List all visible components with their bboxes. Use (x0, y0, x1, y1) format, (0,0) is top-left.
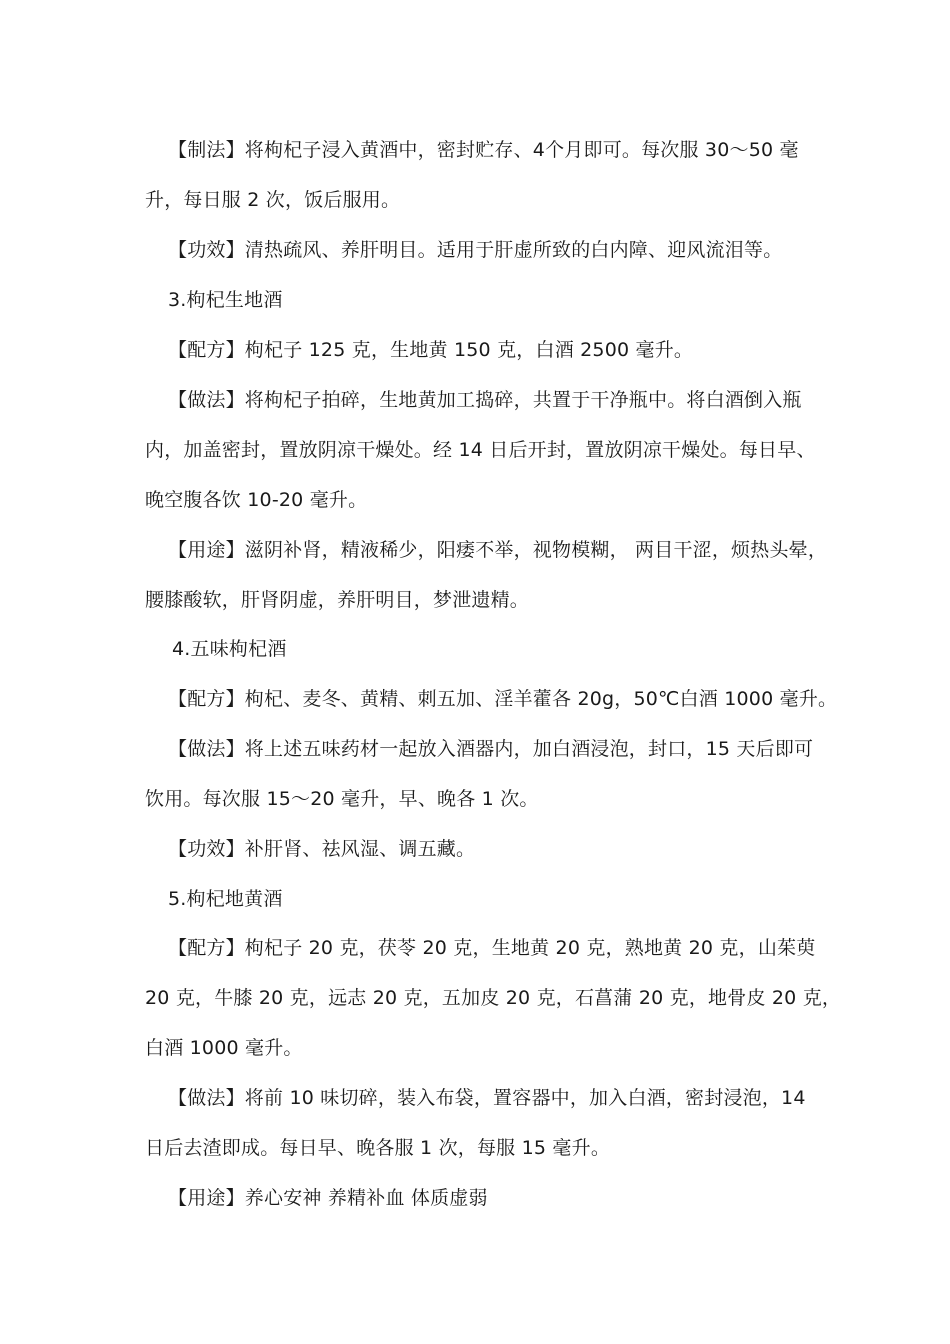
text-line: 【配方】枸杞子 125 克，生地黄 150 克，白酒 2500 毫升。 (168, 339, 694, 361)
text-line: 饮用。每次服 15～20 毫升，早、晚各 1 次。 (145, 788, 539, 810)
text-line: 升，每日服 2 次，饭后服用。 (145, 189, 401, 211)
section-heading: 3.枸杞生地酒 (168, 289, 283, 311)
section-heading: 4.五味枸杞酒 (172, 638, 287, 660)
text-line: 【做法】将上述五味药材一起放入酒器内，加白酒浸泡，封口，15 天后即可 (168, 738, 814, 760)
text-line: 【功效】清热疏风、养肝明目。适用于肝虚所致的白内障、迎风流泪等。 (168, 239, 783, 261)
text-line: 腰膝酸软，肝肾阴虚，养肝明目，梦泄遗精。 (145, 589, 530, 611)
text-line: 【配方】枸杞子 20 克，茯苓 20 克，生地黄 20 克，熟地黄 20 克，山茱萸 (168, 937, 816, 959)
text-line: 日后去渣即成。每日早、晚各服 1 次，每服 15 毫升。 (145, 1137, 611, 1159)
text-line: 白酒 1000 毫升。 (145, 1037, 303, 1059)
text-line: 晚空腹各饮 10-20 毫升。 (145, 489, 368, 511)
text-line: 【功效】补肝肾、祛风湿、调五藏。 (168, 838, 476, 860)
section-heading: 5.枸杞地黄酒 (168, 888, 283, 910)
text-line: 【制法】将枸杞子浸入黄酒中，密封贮存、4个月即可。每次服 30～50 毫 (168, 139, 799, 161)
text-line: 【配方】枸杞、麦冬、黄精、刺五加、淫羊藿各 20g，50℃白酒 1000 毫升。 (168, 688, 838, 710)
text-line: 20 克，牛膝 20 克，远志 20 克，五加皮 20 克，石菖蒲 20 克，地骨皮 20 克， (145, 987, 842, 1009)
text-line: 内，加盖密封，置放阴凉干燥处。经 14 日后开封，置放阴凉干燥处。每日早、 (145, 439, 816, 461)
text-line: 【用途】滋阴补肾，精液稀少，阳痿不举，视物模糊， 两目干涩，烦热头晕， (168, 539, 828, 561)
text-line: 【做法】将前 10 味切碎，装入布袋，置容器中，加入白酒，密封浸泡，14 (168, 1087, 806, 1109)
text-line: 【用途】养心安神 养精补血 体质虚弱 (168, 1187, 488, 1209)
text-line: 【做法】将枸杞子拍碎，生地黄加工捣碎，共置于干净瓶中。将白酒倒入瓶 (168, 389, 802, 411)
